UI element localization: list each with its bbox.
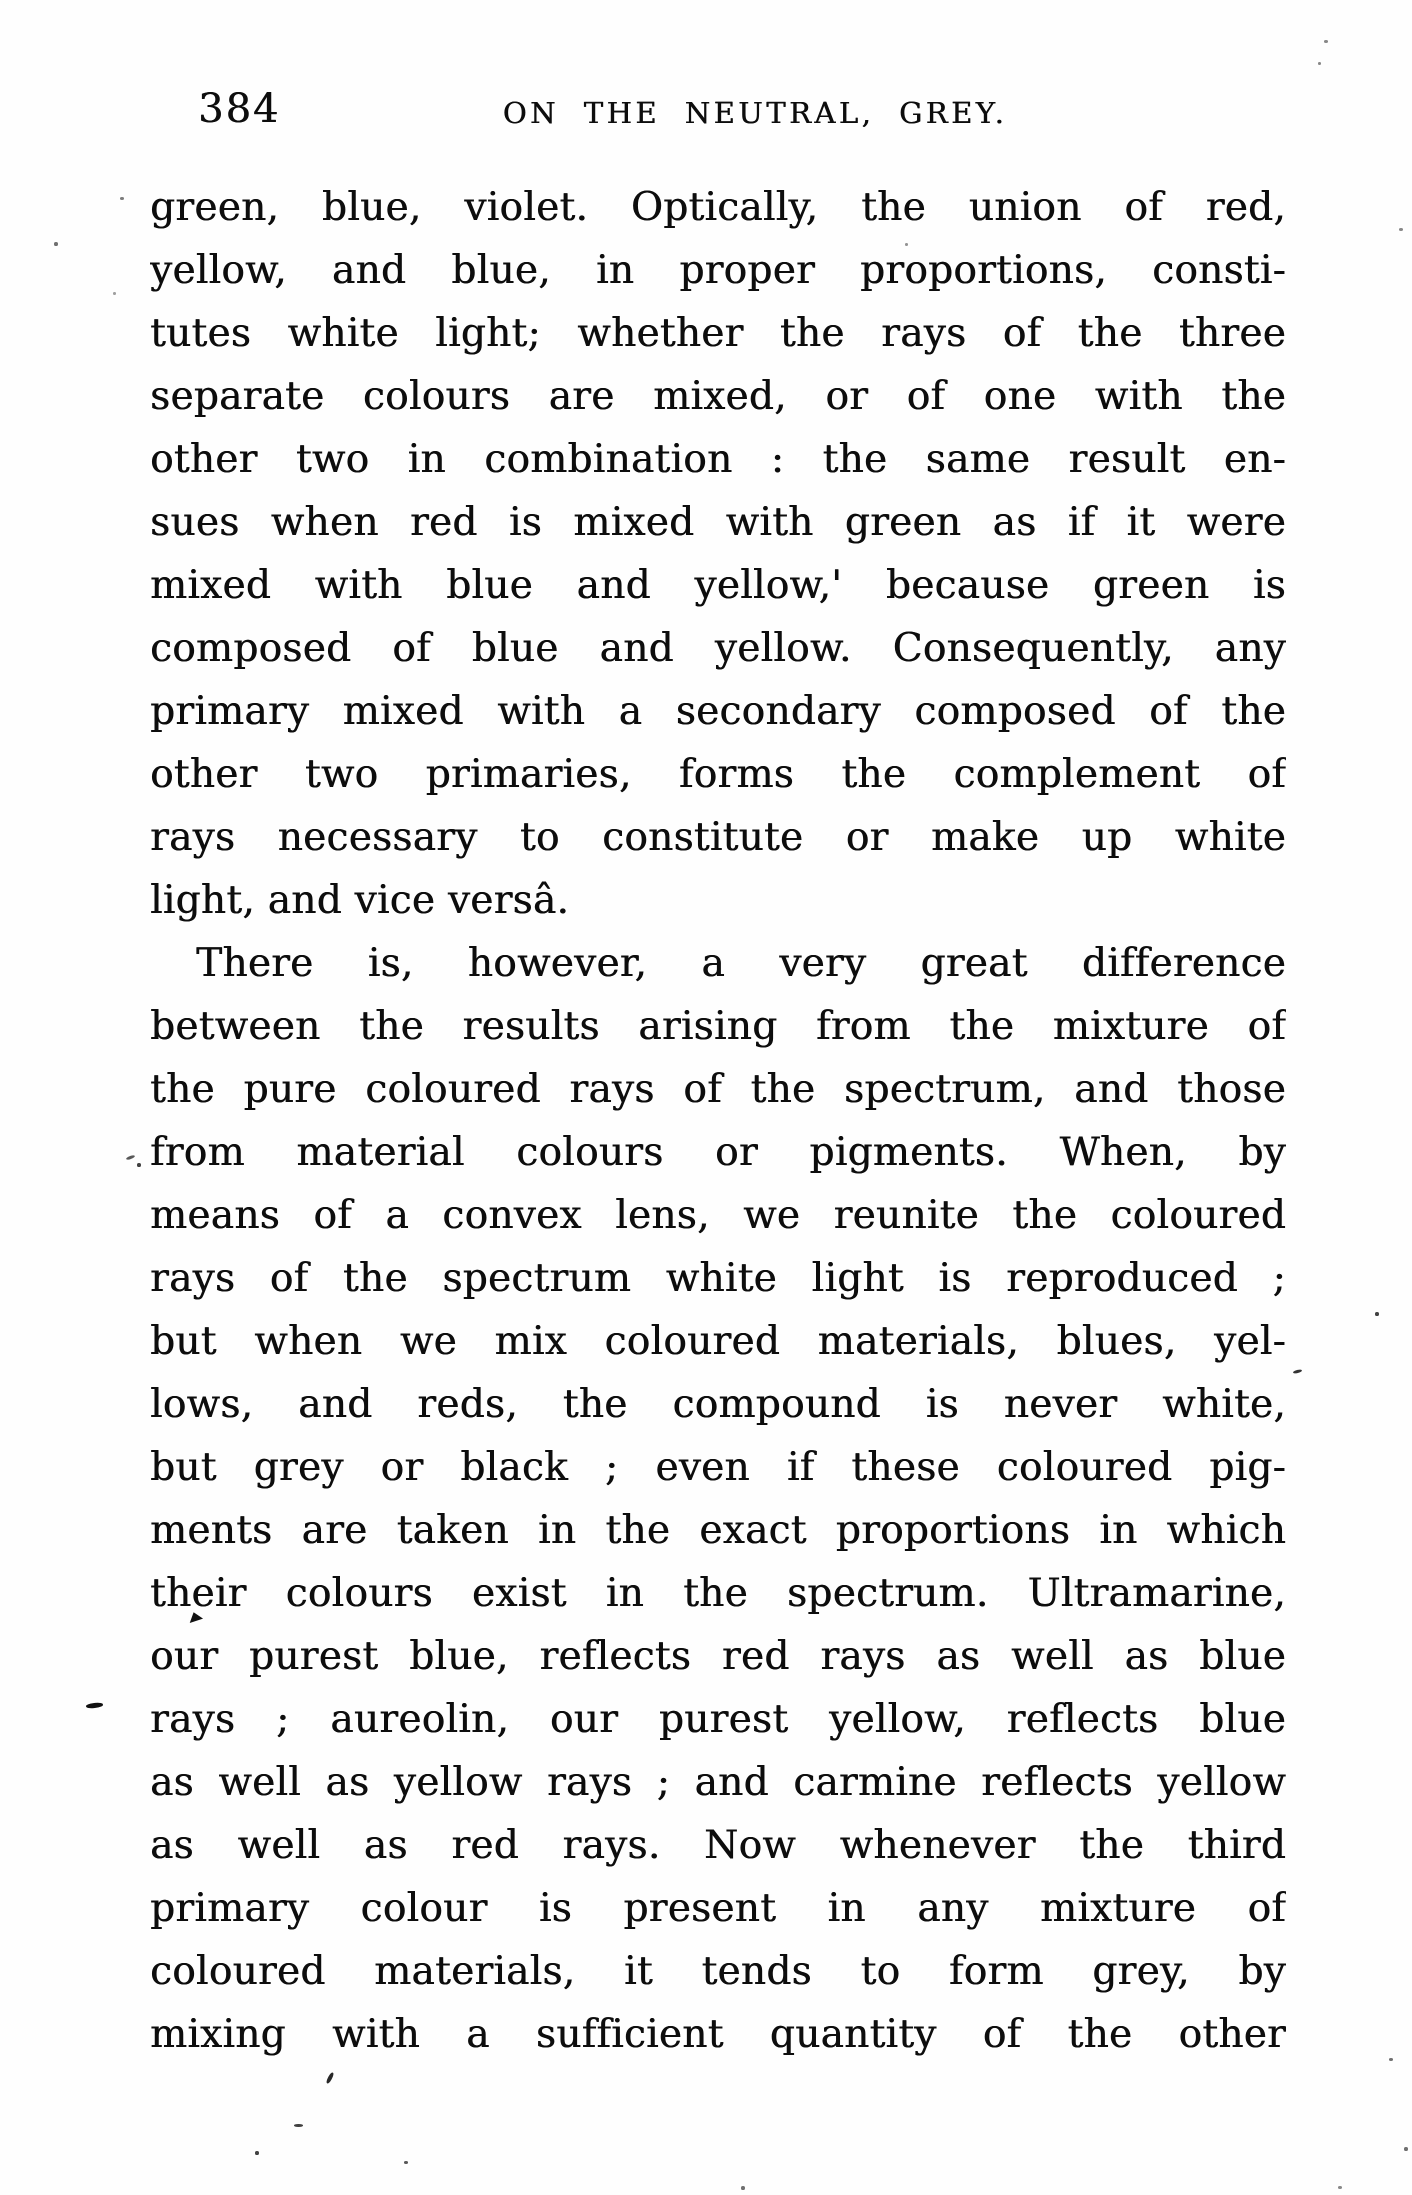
- text-line: rays ; aureolin, our purest yellow, reflects blue: [150, 1697, 1286, 1742]
- scan-speck: [1338, 2186, 1342, 2189]
- text-line: primary mixed with a secondary composed of the: [150, 689, 1286, 734]
- text-line: as well as red rays. Now whenever the third: [150, 1823, 1286, 1868]
- scan-speck: [1389, 2058, 1393, 2061]
- scan-speck: [1293, 1369, 1302, 1374]
- scan-speck: [294, 2124, 303, 2127]
- text-line: means of a convex lens, we reunite the coloured: [150, 1193, 1286, 1238]
- running-title: ON THE NEUTRAL, GREY.: [502, 96, 1008, 130]
- text-line: mixed with blue and yellow,' because green is: [150, 563, 1286, 608]
- text-line: other two in combination : the same result en-: [150, 437, 1286, 482]
- scan-speck: [86, 1702, 103, 1709]
- scan-speck: [1324, 40, 1328, 43]
- running-header: [150, 86, 1286, 142]
- text-line: ments are taken in the exact proportions in which: [150, 1508, 1286, 1553]
- scan-speck: [1375, 1312, 1379, 1316]
- text-line: rays of the spectrum white light is reproduced ;: [150, 1256, 1286, 1301]
- scan-speck: [905, 243, 908, 246]
- text-line: yellow, and blue, in proper proportions, consti-: [150, 248, 1286, 293]
- text-line: other two primaries, forms the complement of: [150, 752, 1286, 797]
- scan-speck: [54, 242, 58, 246]
- text-line: as well as yellow rays ; and carmine reflects yellow: [150, 1760, 1286, 1805]
- body-text: [150, 176, 1286, 2066]
- text-line: tutes white light; whether the rays of the three: [150, 311, 1286, 356]
- text-line: the pure coloured rays of the spectrum, and those: [150, 1067, 1286, 1112]
- scan-speck: [137, 1163, 141, 1167]
- text-line: sues when red is mixed with green as if it were: [150, 500, 1286, 545]
- scan-speck: [120, 197, 124, 200]
- scan-speck: [741, 2186, 745, 2190]
- text-line: our purest blue, reflects red rays as well as blue: [150, 1634, 1286, 1679]
- text-line: between the results arising from the mixture of: [150, 1004, 1286, 1049]
- text-line: from material colours or pigments. When, by: [150, 1130, 1286, 1175]
- text-line: composed of blue and yellow. Consequently, any: [150, 626, 1286, 671]
- scan-speck: [325, 2072, 334, 2084]
- scan-speck: [1404, 2147, 1408, 2151]
- text-line: their colours exist in the spectrum. Ultramarine,: [150, 1571, 1286, 1616]
- scan-speck: [126, 1155, 135, 1161]
- scan-speck: [113, 292, 116, 295]
- scan-speck: [404, 2161, 408, 2164]
- text-line: but when we mix coloured materials, blues, yel-: [150, 1319, 1286, 1364]
- scan-speck: [255, 2151, 259, 2155]
- text-line: green, blue, violet. Optically, the union of red,: [150, 185, 1286, 230]
- scan-speck: [1318, 62, 1321, 65]
- text-line: separate colours are mixed, or of one with the: [150, 374, 1286, 419]
- text-line: coloured materials, it tends to form grey, by: [150, 1949, 1286, 1994]
- text-line: rays necessary to constitute or make up white: [150, 815, 1286, 860]
- scan-speck: [1399, 228, 1403, 231]
- page-number: 384: [198, 86, 281, 132]
- text-line: mixing with a sufficient quantity of the other: [150, 2012, 1286, 2057]
- text-line: lows, and reds, the compound is never white,: [150, 1382, 1286, 1427]
- text-line: primary colour is present in any mixture of: [150, 1886, 1286, 1931]
- text-line: but grey or black ; even if these coloured pig-: [150, 1445, 1286, 1490]
- text-line-paragraph-start: There is, however, a very great difference: [196, 941, 1286, 986]
- text-line: light, and vice versâ.: [150, 878, 570, 923]
